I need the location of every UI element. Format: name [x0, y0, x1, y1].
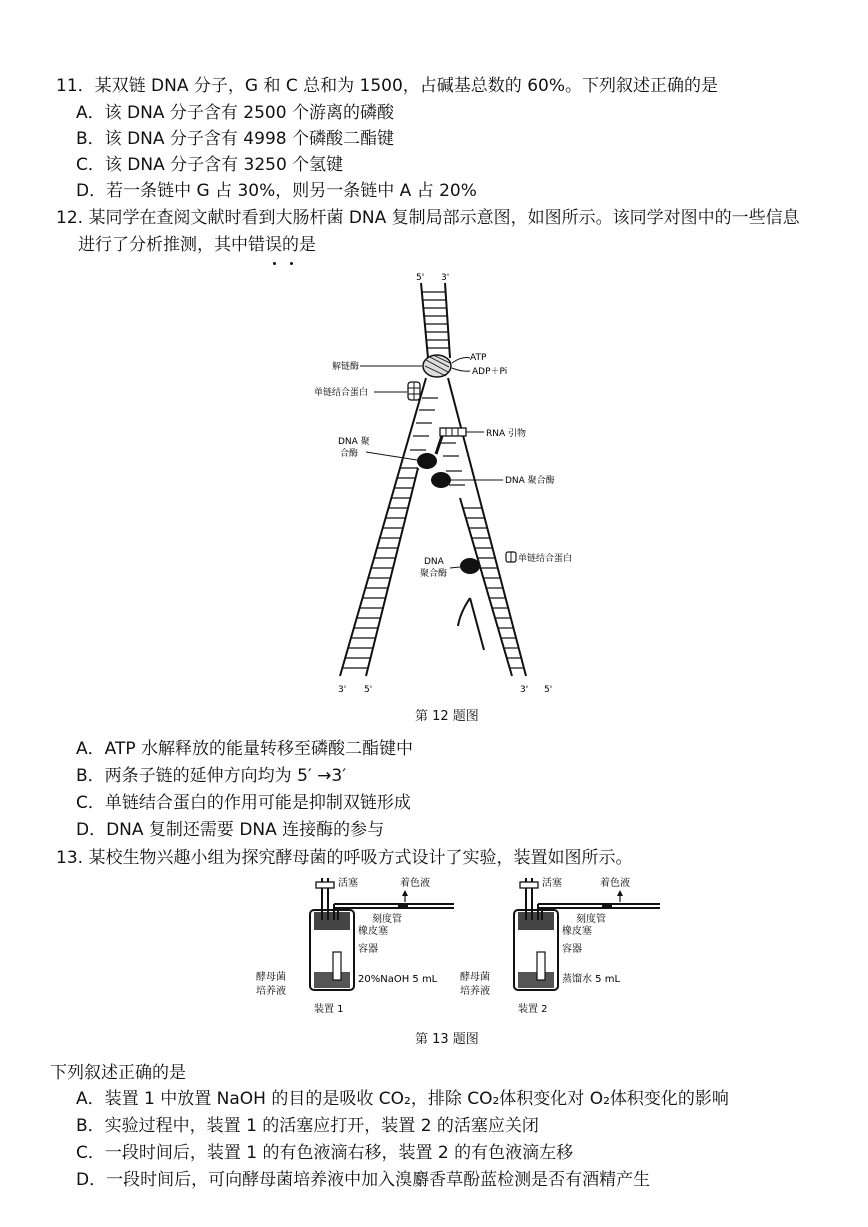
label-tube-2: 刻度管 [576, 914, 606, 925]
label-yeast-1a: 酵母菌 [256, 972, 286, 983]
label-bottom-right-3: 3' [520, 685, 529, 695]
label-top-3: 3' [441, 273, 450, 283]
emphasis-dot [290, 262, 293, 265]
q12-option-d: D．DNA 复制还需要 DNA 连接酶的参与 [76, 820, 385, 840]
label-dye-1: 着色液 [400, 878, 430, 889]
rubber-stopper-1 [314, 912, 350, 930]
right-arm-rungs [463, 508, 523, 668]
dna-polymerase-right-shape [431, 472, 451, 488]
label-yeast-1b: 培养液 [256, 986, 286, 997]
label-rubber-1: 橡皮塞 [358, 926, 388, 937]
stopcock-1-icon [316, 882, 334, 888]
q12-option-a: A．ATP 水解释放的能量转移至磷酸二酯键中 [76, 739, 413, 759]
label-bottom-right-5: 5' [544, 685, 553, 695]
label-stopcock-2: 活塞 [542, 878, 562, 889]
label-rna-primer: RNA 引物 [486, 429, 527, 439]
q11-option-c: C．该 DNA 分子含有 3250 个氢键 [76, 155, 344, 175]
label-tube-1: 刻度管 [372, 914, 402, 925]
label-bottom-left-3: 3' [338, 685, 347, 695]
label-pol-left-1: DNA 聚 [338, 437, 370, 447]
label-atp: ATP [470, 353, 487, 363]
label-bottom-left-5: 5' [364, 685, 373, 695]
label-rubber-2: 橡皮塞 [562, 926, 592, 937]
stopcock-2-icon [520, 882, 538, 888]
respiration-apparatus-diagram [250, 872, 670, 1022]
label-pol-bottom-1: DNA [424, 557, 444, 567]
right-template-strand [448, 378, 526, 676]
label-water: 蒸馏水 5 mL [562, 974, 621, 985]
q11-option-d: D．若一条链中 G 占 30%，则另一条链中 A 占 20% [76, 181, 477, 201]
dna-replication-diagram [300, 268, 590, 698]
label-top-5: 5' [416, 273, 425, 283]
parental-dna-ladder [421, 283, 450, 358]
yeast-culture-2 [518, 972, 554, 988]
dye-drop-1 [398, 903, 408, 909]
q13-stem: 13. 某校生物兴趣小组为探究酵母菌的呼吸方式设计了实验，装置如图所示。 [56, 848, 633, 868]
ssb-left-shape [408, 382, 420, 400]
q12-stem-line1: 12. 某同学在查阅文献时看到大肠杆菌 DNA 复制局部示意图，如图所示。该同学对图中的一些信息 [56, 208, 800, 228]
label-container-1: 容器 [358, 944, 378, 955]
small-tube-2 [537, 952, 545, 980]
left-arm-rungs [343, 468, 418, 668]
small-tube-1 [333, 952, 341, 980]
q12-option-b: B．两条子链的延伸方向均为 5′ →3′ [76, 766, 347, 786]
q13-option-d: D．一段时间后，可向酵母菌培养液中加入溴麝香草酚蓝检测是否有酒精产生 [76, 1170, 651, 1190]
left-template-strand [340, 378, 426, 676]
label-pol-right: DNA 聚合酶 [505, 476, 555, 486]
dna-polymerase-left-shape [417, 453, 437, 469]
label-ssb-right: 单链结合蛋白 [518, 554, 573, 564]
label-pol-bottom-2: 聚合酶 [420, 569, 448, 579]
label-ssb-left: 单链结合蛋白 [314, 388, 369, 398]
ssb-right-shape [506, 552, 516, 562]
q12-stem-line2: 进行了分析推测，其中错误的是 [78, 235, 316, 255]
q13-option-b: B．实验过程中，装置 1 的活塞应打开，装置 2 的活塞应关闭 [76, 1116, 539, 1136]
dna-polymerase-bottom-shape [460, 558, 480, 574]
rna-primer-shape [436, 428, 466, 454]
q12-figure-caption: 第 12 题图 [415, 709, 479, 724]
q11-option-a: A．该 DNA 分子含有 2500 个游离的磷酸 [76, 103, 394, 123]
emphasis-dot [273, 262, 276, 265]
q13-lead: 下列叙述正确的是 [50, 1063, 186, 1083]
label-dye-2: 着色液 [600, 878, 630, 889]
label-container-2: 容器 [562, 944, 582, 955]
label-adp: ADP＋Pi [472, 367, 508, 377]
q12-option-c: C．单链结合蛋白的作用可能是抑制双链形成 [76, 793, 411, 813]
label-device-1: 装置 1 [314, 1004, 344, 1015]
label-naoh: 20%NaOH 5 mL [358, 974, 438, 985]
dye-drop-2 [602, 903, 612, 909]
q11-stem: 11．某双链 DNA 分子，G 和 C 总和为 1500，占碱基总数的 60%。下列叙述正确的是 [56, 76, 718, 96]
label-device-2: 装置 2 [518, 1004, 548, 1015]
label-yeast-2b: 培养液 [460, 986, 490, 997]
q13-option-c: C．一段时间后，装置 1 的有色液滴右移，装置 2 的有色液滴左移 [76, 1143, 574, 1163]
label-helicase: 解链酶 [332, 362, 360, 372]
label-stopcock-1: 活塞 [338, 878, 358, 889]
label-pol-left-2: 合酶 [340, 449, 359, 459]
q13-figure-caption: 第 13 题图 [415, 1032, 479, 1047]
q13-option-a: A．装置 1 中放置 NaOH 的目的是吸收 CO₂，排除 CO₂体积变化对 O₂体积变化的影响 [76, 1089, 729, 1109]
rubber-stopper-2 [518, 912, 554, 930]
yeast-culture-1 [314, 972, 350, 988]
q11-option-b: B．该 DNA 分子含有 4998 个磷酸二酯键 [76, 129, 394, 149]
label-yeast-2a: 酵母菌 [460, 972, 490, 983]
